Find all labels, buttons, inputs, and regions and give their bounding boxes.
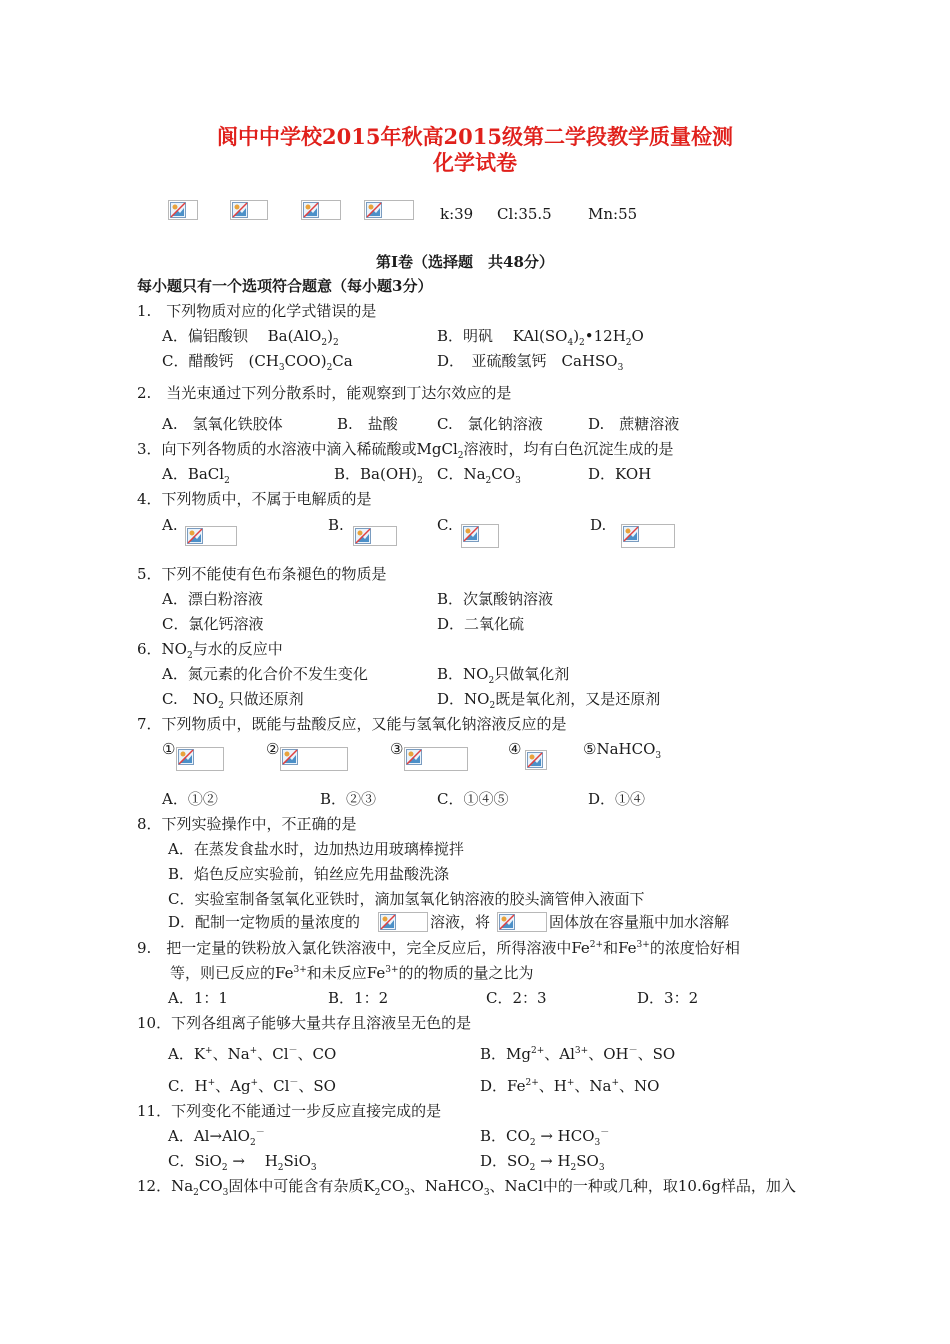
q3-option-c: C．$Na_2CO_3$ [437, 465, 521, 486]
q5-stem: 5．下列不能使有色布条褪色的物质是 [137, 565, 387, 583]
mass-k: k:39 [440, 205, 474, 223]
q12-stem: 12．$Na_2CO_3$固体中可能含有杂质$K_2CO_3$、NaHCO$_3$、NaCl中的一种或几种，取10.6g样品，加入 [137, 1177, 796, 1198]
q2-option-d: D. 蔗糖溶液 [588, 415, 680, 433]
q10-option-a: A．K+、Na+、Cl－、CO [168, 1045, 337, 1063]
broken-image-icon [497, 912, 547, 932]
q4-option-c: C. [437, 516, 453, 534]
mass-mn: Mn:55 [588, 205, 638, 223]
q4-option-a: A. [162, 516, 178, 534]
q9-stem-line2: 等，则已反应的$Fe^{3+}$和未反应$Fe^{3+}$的的物质的量之比为 [170, 964, 534, 982]
q1-option-b: B．明矾 $KAl(SO_4)_2•12H_2O$ [437, 327, 644, 348]
q8-option-a: A．在蒸发食盐水时，边加热边用玻璃棒搅拌 [168, 840, 464, 858]
q5-option-d: D．二氧化硫 [437, 615, 525, 633]
q3-option-d: D．KOH [588, 465, 652, 483]
q8-option-d-part1: D．配制一定物质的量浓度的 [168, 913, 361, 931]
q4-stem: 4．下列物质中，不属于电解质的是 [137, 490, 372, 508]
q3-stem: 3．向下列各物质的水溶液中滴入稀硫酸或MgCl$_2$溶液时，均有白色沉淀生成的是 [137, 440, 674, 461]
q5-option-b: B．次氯酸钠溶液 [437, 590, 554, 608]
q8-option-b: B．焰色反应实验前，铂丝应先用盐酸洗涤 [168, 865, 450, 883]
q3-option-a: A．BaCl$_2$ [162, 465, 230, 486]
q6-option-d: D．$NO_2$既是氧化剂，又是还原剂 [437, 690, 661, 711]
q7-option-c: C．①④⑤ [437, 790, 509, 808]
q10-stem: 10．下列各组离子能够大量共存且溶液呈无色的是 [137, 1014, 472, 1032]
q2-stem: 2. 当光束通过下列分散系时，能观察到丁达尔效应的是 [137, 384, 512, 402]
section-heading: 第I卷（选择题 共48分） [376, 253, 554, 271]
q7-item-2: ② [266, 740, 280, 758]
q4-option-b: B. [328, 516, 344, 534]
q1-stem: 1. 下列物质对应的化学式错误的是 [137, 302, 377, 320]
section-instruction: 每小题只有一个选项符合题意（每小题3分） [137, 277, 433, 295]
broken-image-icon [176, 747, 224, 771]
q8-option-d-part3: 固体放在容量瓶中加水溶解 [549, 913, 730, 931]
q7-item-1: ① [162, 740, 176, 758]
broken-image-icon [168, 200, 198, 220]
q10-option-c: C．H+、Ag+、Cl－、SO [168, 1077, 336, 1095]
exam-subtitle: 化学试卷 [433, 150, 517, 175]
q9-option-b: B．1：2 [328, 989, 389, 1007]
q1-option-c: C．醋酸钙 $(CH_3COO)_2Ca$ [162, 352, 353, 373]
q5-option-c: C．氯化钙溶液 [162, 615, 264, 633]
broken-image-icon [364, 200, 414, 220]
q7-option-b: B．②③ [320, 790, 377, 808]
q3-option-b: B．$Ba(OH)_2$ [334, 465, 423, 486]
q2-option-a: A. 氢氧化铁胶体 [162, 415, 283, 433]
q11-option-c: C．SiO$_2$ → $H_2SiO_3$ [168, 1152, 317, 1173]
q6-option-a: A．氮元素的化合价不发生变化 [162, 665, 368, 683]
q11-option-d: D．$SO_2 \to H_2SO_3$ [480, 1152, 605, 1173]
q6-option-c: C. $NO_2$ 只做还原剂 [162, 690, 304, 711]
q11-stem: 11．下列变化不能通过一步反应直接完成的是 [137, 1102, 442, 1120]
q4-option-d: D. [590, 516, 607, 534]
q7-stem: 7．下列物质中，既能与盐酸反应，又能与氢氧化钠溶液反应的是 [137, 715, 567, 733]
q1-option-a: A．偏铝酸钡 $Ba(AlO_2)_2$ [162, 327, 339, 348]
broken-image-icon [404, 747, 468, 771]
q6-stem: 6．$NO_2$与水的反应中 [137, 640, 283, 661]
q10-option-b: B．$Mg^{2+}$、$Al^{3+}$、OH－、SO [480, 1045, 676, 1063]
q1-option-d: D． 亚硫酸氢钙 CaHSO$_3$ [437, 352, 624, 373]
q11-option-a: A．Al→AlO$_2$－ [168, 1127, 265, 1148]
q7-item-5: ⑤NaHCO$_3$ [583, 740, 662, 761]
q8-stem: 8．下列实验操作中，不正确的是 [137, 815, 357, 833]
broken-image-icon [525, 750, 547, 770]
q8-option-d-part2: 溶液，将 [430, 913, 491, 931]
q5-option-a: A．漂白粉溶液 [162, 590, 263, 608]
q9-option-c: C．2：3 [486, 989, 547, 1007]
broken-image-icon [280, 747, 348, 771]
q7-option-a: A．①② [162, 790, 218, 808]
q9-option-a: A．1：1 [168, 989, 228, 1007]
q7-option-d: D．①④ [588, 790, 646, 808]
q2-option-b: B. 盐酸 [337, 415, 398, 433]
broken-image-icon [301, 200, 341, 220]
q7-item-3: ③ [390, 740, 404, 758]
broken-image-icon [378, 912, 428, 932]
q2-option-c: C. 氯化钠溶液 [437, 415, 543, 433]
broken-image-icon [621, 524, 675, 548]
q7-item-4: ④ [508, 740, 522, 758]
q8-option-c: C．实验室制备氢氧化亚铁时，滴加氢氧化钠溶液的胶头滴管伸入液面下 [168, 890, 645, 908]
broken-image-icon [185, 526, 237, 546]
q9-option-d: D．3：2 [637, 989, 699, 1007]
q10-option-d: D．$Fe^{2+}$、H+、Na+、NO [480, 1077, 660, 1095]
broken-image-icon [461, 524, 499, 548]
q6-option-b: B．$NO_2$只做氧化剂 [437, 665, 570, 686]
q9-stem-line1: 9. 把一定量的铁粉放入氯化铁溶液中，完全反应后，所得溶液中$Fe^{2+}$和$Fe^{3+}$的浓度恰好相 [137, 939, 740, 957]
mass-cl: Cl:35.5 [497, 205, 552, 223]
broken-image-icon [230, 200, 268, 220]
q11-option-b: B．$CO_2 \to HCO_3^-$ [480, 1127, 610, 1148]
broken-image-icon [353, 526, 397, 546]
exam-title: 阆中中学校2015年秋高2015级第二学段教学质量检测 [217, 124, 733, 149]
